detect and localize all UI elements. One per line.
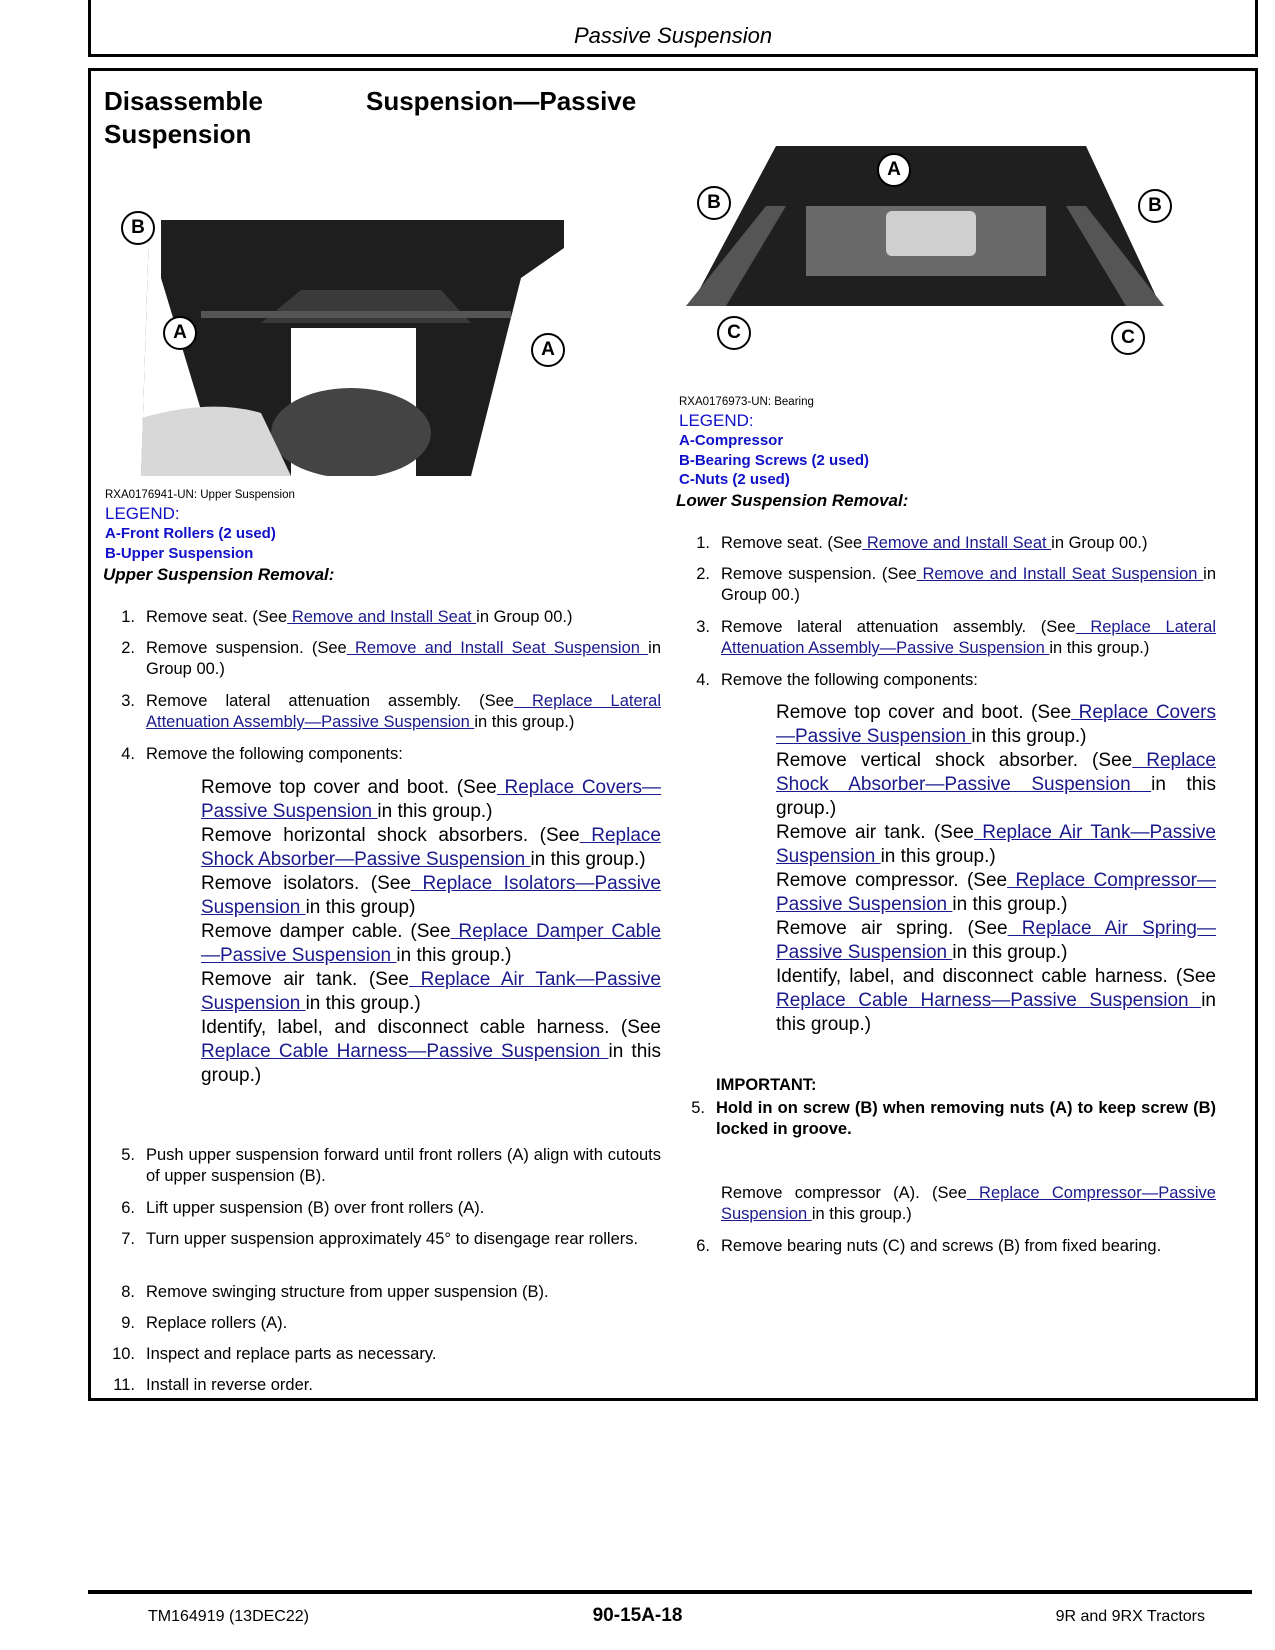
link[interactable]: Replace Lateral Attenuation Assembly—Passive Suspension [721, 618, 1216, 657]
step: 2. Remove suspension. (See Remove and Install Seat Suspension in Group 00.) [696, 565, 1216, 604]
legend-item: A-Front Rollers (2 used) [105, 525, 276, 542]
step: 5. Push upper suspension forward until front rollers (A) align with cutouts of upper suspension (B). [121, 1146, 661, 1185]
component-list [201, 776, 661, 1088]
step: 6. Remove bearing nuts (C) and screws (B) from fixed bearing. [696, 1237, 1162, 1255]
step: 10. Inspect and replace parts as necessary. [112, 1345, 437, 1363]
component-item: Remove top cover and boot. (See Replace Covers—Passive Suspension in this group.) [201, 777, 662, 822]
component-item: Remove vertical shock absorber. (See Replace Shock Absorber—Passive Suspension in this group.) [776, 750, 1217, 819]
link[interactable]: Remove and Install Seat Suspension [916, 565, 1204, 583]
component-item: Remove isolators. (See Replace Isolators—Passive Suspension in this group) [201, 873, 662, 918]
upper-suspension-figure [141, 218, 564, 476]
content-box [88, 68, 1258, 1401]
title-word: Suspension [104, 119, 252, 149]
callout-a: A [877, 153, 911, 187]
section-title [104, 85, 664, 151]
lower-removal-heading: Lower Suspension Removal: [676, 491, 909, 510]
link[interactable]: Remove and Install Seat [862, 534, 1052, 552]
title-word: Suspension—Passive [366, 86, 637, 116]
legend-item: B-Upper Suspension [105, 544, 254, 562]
important-step: 5. Hold in on screw (B) when removing nuts (A) to keep screw (B) locked in groove. [691, 1099, 1216, 1138]
legend-heading: LEGEND: [105, 504, 180, 523]
upper-removal-heading: Upper Suspension Removal: [103, 565, 335, 584]
legend-heading: LEGEND: [679, 411, 754, 430]
step: 4. Remove the following components: [121, 745, 403, 763]
title-word: Disassemble [104, 86, 263, 116]
step: 4. Remove the following components: [696, 671, 978, 689]
link[interactable]: Replace Compressor—Passive Suspension [776, 870, 1216, 915]
link[interactable]: Replace Air Spring—Passive Suspension [776, 918, 1216, 963]
component-item: Remove horizontal shock absorbers. (See Replace Shock Absorber—Passive Suspension in this group.) [201, 825, 661, 870]
header-title: Passive Suspension [573, 23, 773, 48]
component-item: Remove air tank. (See Replace Air Tank—Passive Suspension in this group.) [776, 822, 1216, 867]
legend-item: A-Compressor [679, 432, 784, 449]
callout-b: B [697, 186, 731, 220]
important-label: IMPORTANT: [716, 1076, 817, 1094]
component-item: Identify, label, and disconnect cable harness. (See Replace Cable Harness—Passive Suspension in this group.) [201, 1017, 661, 1086]
bearing-figure [686, 146, 1164, 306]
link[interactable]: Replace Cable Harness—Passive Suspension [201, 1041, 609, 1062]
component-item: Remove air tank. (See Replace Air Tank—Passive Suspension in this group.) [201, 969, 661, 1014]
link[interactable]: Replace Compressor—Passive Suspension [721, 1184, 1216, 1223]
component-item: Remove compressor. (See Replace Compressor—Passive Suspension in this group.) [776, 870, 1216, 915]
link[interactable]: Replace Isolators—Passive Suspension [201, 873, 662, 918]
step: 1. Remove seat. (See Remove and Install Seat in Group 00.) [696, 534, 1148, 552]
step: 3. Remove lateral attenuation assembly. (See Replace Lateral Attenuation Assembly—Passive Suspension in this group.) [696, 618, 1216, 657]
component-list [776, 701, 1216, 1037]
link[interactable]: Replace Air Tank—Passive Suspension [776, 822, 1216, 867]
callout-c: C [1111, 321, 1145, 355]
step: 11. Install in reverse order. [113, 1376, 313, 1394]
callout-b: B [121, 211, 155, 245]
callout-b: B [1138, 189, 1172, 223]
sub-step: Remove compressor (A). (See Replace Compressor—Passive Suspension in this group.) [721, 1184, 1216, 1223]
component-item: Remove top cover and boot. (See Replace Covers—Passive Suspension in this group.) [776, 702, 1217, 747]
bearing-photo [686, 146, 1164, 306]
step: 1. Remove seat. (See Remove and Install Seat in Group 00.) [121, 608, 573, 626]
link[interactable]: Replace Lateral Attenuation Assembly—Passive Suspension [146, 692, 661, 731]
step: 7. Turn upper suspension approximately 45° to disengage rear rollers. [121, 1230, 639, 1248]
footer-divider [88, 1590, 1252, 1594]
link[interactable]: Replace Shock Absorber—Passive Suspension [201, 825, 661, 870]
link[interactable]: Replace Shock Absorber—Passive Suspension [776, 750, 1216, 795]
link[interactable]: Remove and Install Seat Suspension [346, 639, 649, 657]
link[interactable]: Replace Covers—Passive Suspension [201, 777, 662, 822]
link[interactable]: Remove and Install Seat [287, 608, 477, 626]
step: 3. Remove lateral attenuation assembly. (See Replace Lateral Attenuation Assembly—Passive Suspension in this group.) [121, 692, 661, 731]
component-item: Remove air spring. (See Replace Air Spring—Passive Suspension in this group.) [776, 918, 1216, 963]
component-item: Identify, label, and disconnect cable harness. (See Replace Cable Harness—Passive Suspension in this group.) [776, 966, 1216, 1035]
callout-a: A [531, 333, 565, 367]
page-header [88, 0, 1258, 57]
legend [105, 504, 276, 563]
legend-item: B-Bearing Screws (2 used) [679, 451, 870, 469]
callout-c: C [717, 316, 751, 350]
component-item: Remove damper cable. (See Replace Damper Cable—Passive Suspension in this group.) [201, 921, 662, 966]
upper-suspension-photo [141, 218, 564, 476]
legend-item: C-Nuts (2 used) [679, 471, 790, 488]
link[interactable]: Replace Air Tank—Passive Suspension [201, 969, 661, 1014]
figure-caption: RXA0176941-UN: Upper Suspension [105, 489, 295, 501]
step: 2. Remove suspension. (See Remove and Install Seat Suspension in Group 00.) [121, 639, 661, 678]
step: 6. Lift upper suspension (B) over front rollers (A). [121, 1199, 485, 1217]
footer-page-number: 90-15A-18 [592, 1605, 683, 1626]
callout-a: A [163, 316, 197, 350]
step: 9. Replace rollers (A). [121, 1314, 288, 1332]
footer-model: 9R and 9RX Tractors [1055, 1608, 1205, 1625]
legend [679, 411, 869, 490]
figure-caption: RXA0176973-UN: Bearing [679, 396, 814, 408]
link[interactable]: Replace Cable Harness—Passive Suspension [776, 990, 1202, 1011]
link[interactable]: Replace Covers—Passive Suspension [776, 702, 1217, 747]
step: 8. Remove swinging structure from upper suspension (B). [121, 1283, 549, 1301]
footer-doc-id: TM164919 (13DEC22) [148, 1608, 309, 1625]
link[interactable]: Replace Damper Cable—Passive Suspension [201, 921, 662, 966]
